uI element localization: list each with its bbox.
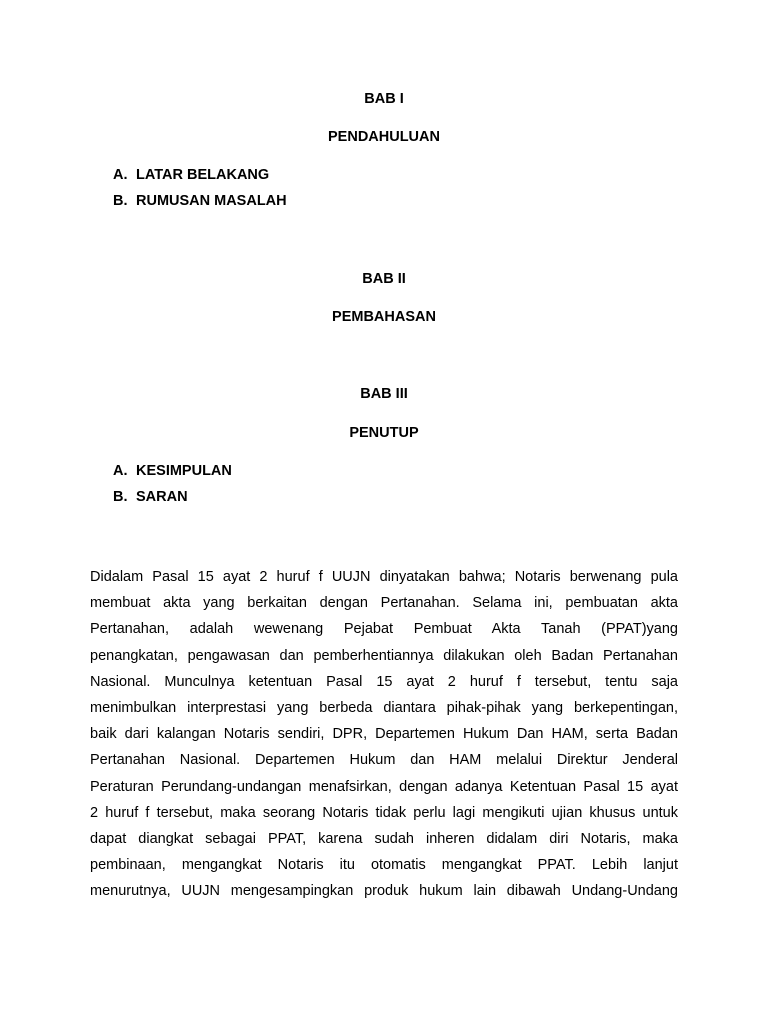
list-item: [113, 166, 287, 192]
bab3-list: [113, 462, 232, 514]
list-marker: A.: [113, 167, 128, 183]
list-item: [113, 192, 287, 218]
list-item-text: KESIMPULAN: [136, 463, 232, 479]
bab1-list: [113, 166, 287, 218]
list-marker: A.: [113, 463, 128, 479]
bab2-title: PEMBAHASAN: [332, 309, 436, 325]
body-paragraph: [90, 564, 678, 904]
bab1-number: BAB I: [364, 91, 404, 107]
list-marker: B.: [113, 193, 128, 209]
paragraph-line: membuat akta yang berkaitan dengan Pertanahan. Selama ini, pembuatan akta: [90, 595, 678, 612]
paragraph-line: menurutnya, UUJN mengesampingkan produk hukum lain dibawah Undang-Undang: [90, 883, 678, 900]
list-item: [113, 488, 232, 514]
list-item: [113, 462, 232, 488]
paragraph-line: pembinaan, mengangkat Notaris itu otomatis mengangkat PPAT. Lebih lanjut: [90, 857, 678, 874]
bab3-title: PENUTUP: [349, 425, 419, 441]
list-marker: B.: [113, 489, 128, 505]
paragraph-line: dapat diangkat sebagai PPAT, karena sudah inheren didalam diri Notaris, maka: [90, 830, 678, 847]
paragraph-line: Nasional. Munculnya ketentuan Pasal 15 ayat 2 huruf f tersebut, tentu saja: [90, 673, 678, 690]
paragraph-line: Peraturan Perundang-undangan menafsirkan, dengan adanya Ketentuan Pasal 15 ayat: [90, 778, 678, 795]
paragraph-line: penangkatan, pengawasan dan pemberhentiannya dilakukan oleh Badan Pertanahan: [90, 647, 678, 664]
bab2-number: BAB II: [362, 271, 406, 287]
list-item-text: SARAN: [136, 489, 188, 505]
list-item-text: RUMUSAN MASALAH: [136, 193, 287, 209]
paragraph-line: Didalam Pasal 15 ayat 2 huruf f UUJN dinyatakan bahwa; Notaris berwenang pula: [90, 569, 678, 585]
paragraph-line: baik dari kalangan Notaris sendiri, DPR, Departemen Hukum Dan HAM, serta Badan: [90, 726, 678, 743]
paragraph-line: 2 huruf f tersebut, maka seorang Notaris tidak perlu lagi mengikuti ujian khusus untuk: [90, 804, 678, 821]
bab1-title: PENDAHULUAN: [328, 129, 440, 145]
list-item-text: LATAR BELAKANG: [136, 167, 270, 183]
paragraph-line: Pertanahan, adalah wewenang Pejabat Pembuat Akta Tanah (PPAT)yang: [90, 621, 678, 638]
paragraph-line: menimbulkan interprestasi yang berbeda diantara pihak-pihak yang berkepentingan,: [90, 699, 678, 716]
bab3-number: BAB III: [360, 386, 408, 402]
paragraph-line: Pertanahan Nasional. Departemen Hukum dan HAM melalui Direktur Jenderal: [90, 752, 678, 769]
